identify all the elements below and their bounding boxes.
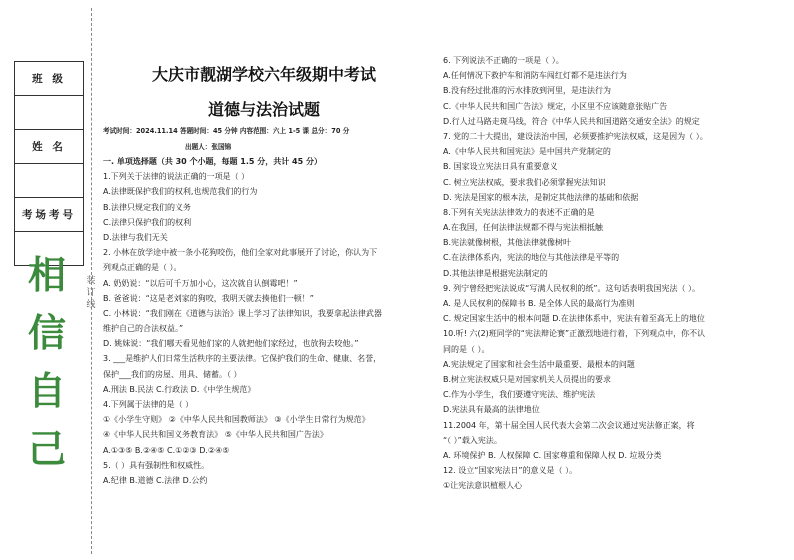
question-line: C.法律只保护我们的权利 — [103, 217, 192, 227]
question-line: ①让宪法意识植根人心 — [443, 481, 523, 491]
question-line: 维护自己的合法权益。” — [103, 324, 184, 334]
question-line: 5.（ ）具有强制性和权威性。 — [103, 460, 210, 470]
exam-meta: 考试时间：2024.11.14 答题时间：45 分钟 内容范围：六上 1-5 课 总分：70 分 — [103, 127, 350, 135]
question-line: A.纪律 B.道德 C.法律 D.公约 — [103, 475, 208, 485]
motto-char: 信 — [27, 310, 66, 355]
motto-char: 自 — [27, 368, 66, 413]
name-label: 姓 名 — [15, 130, 84, 164]
question-line: 保护___我们的房屋、用具、储蓄。（ ） — [103, 369, 242, 379]
question-line: B. 爸爸说：“这是老刘家的狗咬，我明天就去揍他们一顿！” — [103, 293, 314, 303]
question-line: 3. ___是维护人们日常生活秩序的主要法律。它保护我们的生命、健康、名誉， — [103, 354, 382, 364]
question-line: 一. 单项选择题（共 30 个小题，每题 1.5 分，共计 45 分） — [103, 157, 322, 166]
question-line: 6. 下列说法不正确的一项是（ ）。 — [443, 56, 564, 65]
question-line: B.法律只规定我们的义务 — [103, 202, 192, 212]
question-line: 10.听! 六(2)班同学的“宪法辩论赛”正激烈地进行着，下列观点中，你不认 — [443, 329, 706, 339]
question-line: C. 树立宪法权威，要求我们必须掌握宪法知识 — [443, 177, 606, 187]
question-line: ①《小学生守则》 ②《中华人民共和国教师法》 ③《小学生日常行为规范》 — [103, 415, 370, 425]
exam-author: 出题人：张国锦 — [185, 143, 232, 151]
question-line: 9. 列宁曾经把宪法说成“写满人民权利的纸”。这句话表明我国宪法（ ）。 — [443, 283, 701, 293]
question-line: A.刑法 B.民法 C.行政法 D.《中学生规范》 — [103, 384, 256, 394]
question-line: 12. 设立“国家宪法日”的意义是（ ）。 — [443, 466, 578, 476]
question-line: C. 小林说：“我们刚在《道德与法治》课上学习了法律知识，我要拿起法律武器 — [103, 308, 382, 318]
question-line: 列观点正确的是（ ）。 — [103, 263, 182, 273]
binding-seal-text: 装订线 — [86, 276, 96, 310]
class-label: 班 级 — [15, 62, 84, 96]
question-line: B.没有经过批准的污水排放到河里，是违法行为 — [443, 86, 612, 96]
motto-char: 己 — [27, 426, 66, 471]
question-line: A. 环境保护 B. 人权保障 C. 国家尊重和保障人权 D. 垃圾分类 — [443, 450, 662, 460]
question-line: 2. 小林在放学途中被一条小花狗咬伤，他们全家对此事展开了讨论，你认为下 — [103, 248, 378, 258]
question-line: B.树立宪法权威只是对国家机关人员提出的要求 — [443, 374, 612, 384]
motto-char: 相 — [27, 252, 66, 297]
question-line: A.在我国，任何法律法规都不得与宪法相抵触 — [443, 223, 603, 233]
right-column-questions — [443, 53, 788, 493]
question-line: B. 国家设立宪法日具有重要意义 — [443, 162, 558, 172]
question-line: A.任何情况下救护车和消防车闯红灯都不是违法行为 — [443, 71, 627, 81]
question-line: C.在法律体系内，宪法的地位与其他法律是平等的 — [443, 253, 620, 263]
motto — [22, 246, 72, 478]
question-line: 同的是（ ）。 — [443, 344, 490, 354]
question-line: A. 奶奶说：“以后可千万加小心，这次就自认倒霉吧！” — [103, 278, 298, 288]
question-line: D.其他法律是根据宪法制定的 — [443, 268, 548, 278]
subject-title: 道德与法治试题 — [207, 100, 320, 119]
question-line: C.作为小学生，我们要遵守宪法、维护宪法 — [443, 390, 596, 400]
question-line: A.法律既保护我们的权利,也规范我们的行为 — [103, 187, 258, 197]
question-line: D.行人过马路走斑马线，符合《中华人民共和国道路交通安全法》的规定 — [443, 116, 700, 126]
name-field[interactable] — [15, 164, 84, 198]
question-line: C. 规定国家生活中的根本问题 D.在法律体系中，宪法有着至高无上的地位 — [443, 314, 705, 324]
question-line: A.《中华人民共和国宪法》是中国共产党制定的 — [443, 147, 611, 157]
exam-title: 大庆市靓湖学校六年级期中考试 — [151, 65, 376, 84]
question-line: 7. 党的二十大提出，建设法治中国，必须要推护宪法权威，这是因为（ ）。 — [443, 131, 708, 141]
exam-no-label: 考场考号 — [15, 198, 84, 232]
question-line: A. 是人民权利的保障书 B. 是全体人民的最高行为准则 — [443, 299, 635, 308]
question-line: 8.下列有关宪法法律效力的表述不正确的是 — [443, 207, 595, 217]
question-line: D.法律与我们无关 — [103, 232, 168, 242]
question-line: D. 姚妹说：“我们哪天看见他们家的人就把他们家经过，也放狗去咬他。” — [103, 339, 359, 349]
question-line: D.宪法具有最高的法律地位 — [443, 405, 540, 415]
class-field[interactable] — [15, 96, 84, 130]
student-info-table — [14, 61, 84, 266]
question-line: D. 宪法是国家的根本法，是制定其他法律的基础和依据 — [443, 192, 639, 202]
question-line: A.宪法规定了国家和社会生活中最重要、最根本的问题 — [443, 359, 635, 369]
question-line: 4.下列属于法律的是（ ） — [103, 400, 194, 409]
question-line: 11.2004 年，第十届全国人民代表大会第二次会议通过宪法修正案，将 — [443, 420, 695, 430]
question-line: “（ ）”载入宪法。 — [443, 435, 502, 445]
question-line: A.①③⑤ B.②④⑤ C.①②③ D.②④⑤ — [103, 445, 230, 455]
question-line: C.《中华人民共和国广告法》规定，小区里不应该随意张贴广告 — [443, 101, 668, 111]
question-line: ④《中华人民共和国义务教育法》 ⑤《中华人民共和国广告法》 — [103, 430, 328, 440]
question-line: B.宪法就像树根，其他法律就像树叶 — [443, 238, 572, 248]
question-line: 1.下列关于法律的说法正确的一项是（ ） — [103, 172, 250, 182]
left-column-questions — [103, 154, 428, 488]
